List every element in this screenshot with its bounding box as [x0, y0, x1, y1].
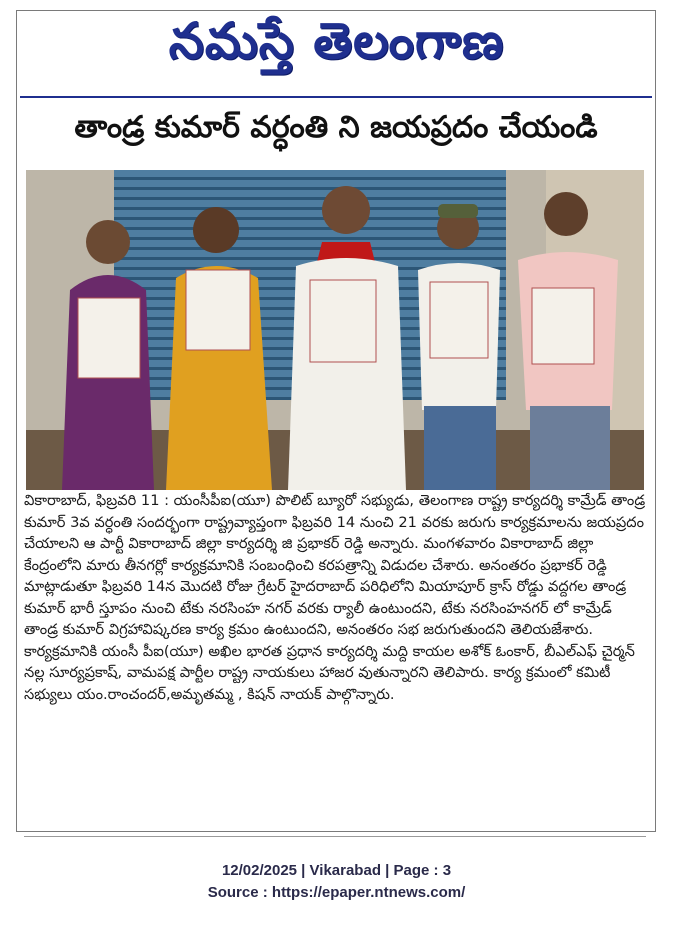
newspaper-masthead: నమస్తే తెలంగాణ	[168, 12, 505, 70]
news-photo	[26, 170, 644, 490]
footer-divider	[24, 836, 646, 837]
article-text: వికారాబాద్, ఫిబ్రవరి 11 : యంసీపీఐ(యూ) పొలిట్ బ్యూరో సభ్యుడు, తెలంగాణ రాష్ట్ర కార్యదర్శి కామ్రేడ్ తాండ్ర కుమార్ 3వ వర్ధంతి సందర్భంగా రాష్ట్రవ్యాప్తంగా ఫిబ్రవరి 14 నుంచి 21 వరకు జరుగు కార్యక్రమాలను జయప్రదం చేయాలని ఆ పార్టీ వికారాబాద్ జిల్లా కార్యదర్శి జి ప్రభాకర్ రెడ్డి అన్నారు. మంగళవారం వికారాబాద్ జిల్లా కేంద్రంలోని మారు తీనగర్లో కార్యక్రమానికి సంబంధించి కరపత్రాన్ని విడుదల చేశారు. అనంతరం ప్రభాకర్ రెడ్డి మాట్లాడుతూ ఫిబ్రవరి 14న మొదటి రోజు గ్రేటర్ హైదరాబాద్ పరిధిలోని మియాపూర్ క్రాస్ రోడ్డు వద్దగల తాండ్ర కుమార్ భారీ స్తూపం నుంచి టేకు నరసింహ నగర్ వరకు ర్యాలీ ఉంటుందని, టేకు నరసింహనగర్ లో కామ్రేడ్ తాండ్ర కుమార్ విగ్రహావిష్కరణ కార్య క్రమం ఉంటుందని, అనంతరం సభ జరుగుతుందని తెలియజేశారు. కార్యక్రమానికి యంసీ పీఐ(యూ) అఖిల భారత ప్రధాన కార్యదర్శి మద్ది కాయల అశోక్ ఓంకార్, బీఎల్ఎఫ్ చైర్మన్ నల్ల సూర్యప్రకాష్, వామపక్ష పార్టీల రాష్ట్ర నాయకులు హాజర వుతున్నారని తెలిపారు. కార్య క్రమంలో కమిటీ సభ్యులు యం.రాంచందర్,అమృతమ్మ , కిషన్ నాయక్ పాల్గొన్నారు.	[24, 492, 646, 703]
article-headline: తాండ్ర కుమార్ వర్ధంతి ని జయప్రదం చేయండి	[74, 110, 598, 145]
article-body	[24, 490, 646, 705]
source-line: Source : https://epaper.ntnews.com/	[207, 884, 466, 901]
masthead-divider	[20, 96, 652, 98]
group-photo-image	[26, 170, 644, 490]
date-location-page-line: 12/02/2025 | Vikarabad | Page : 3	[221, 862, 452, 879]
